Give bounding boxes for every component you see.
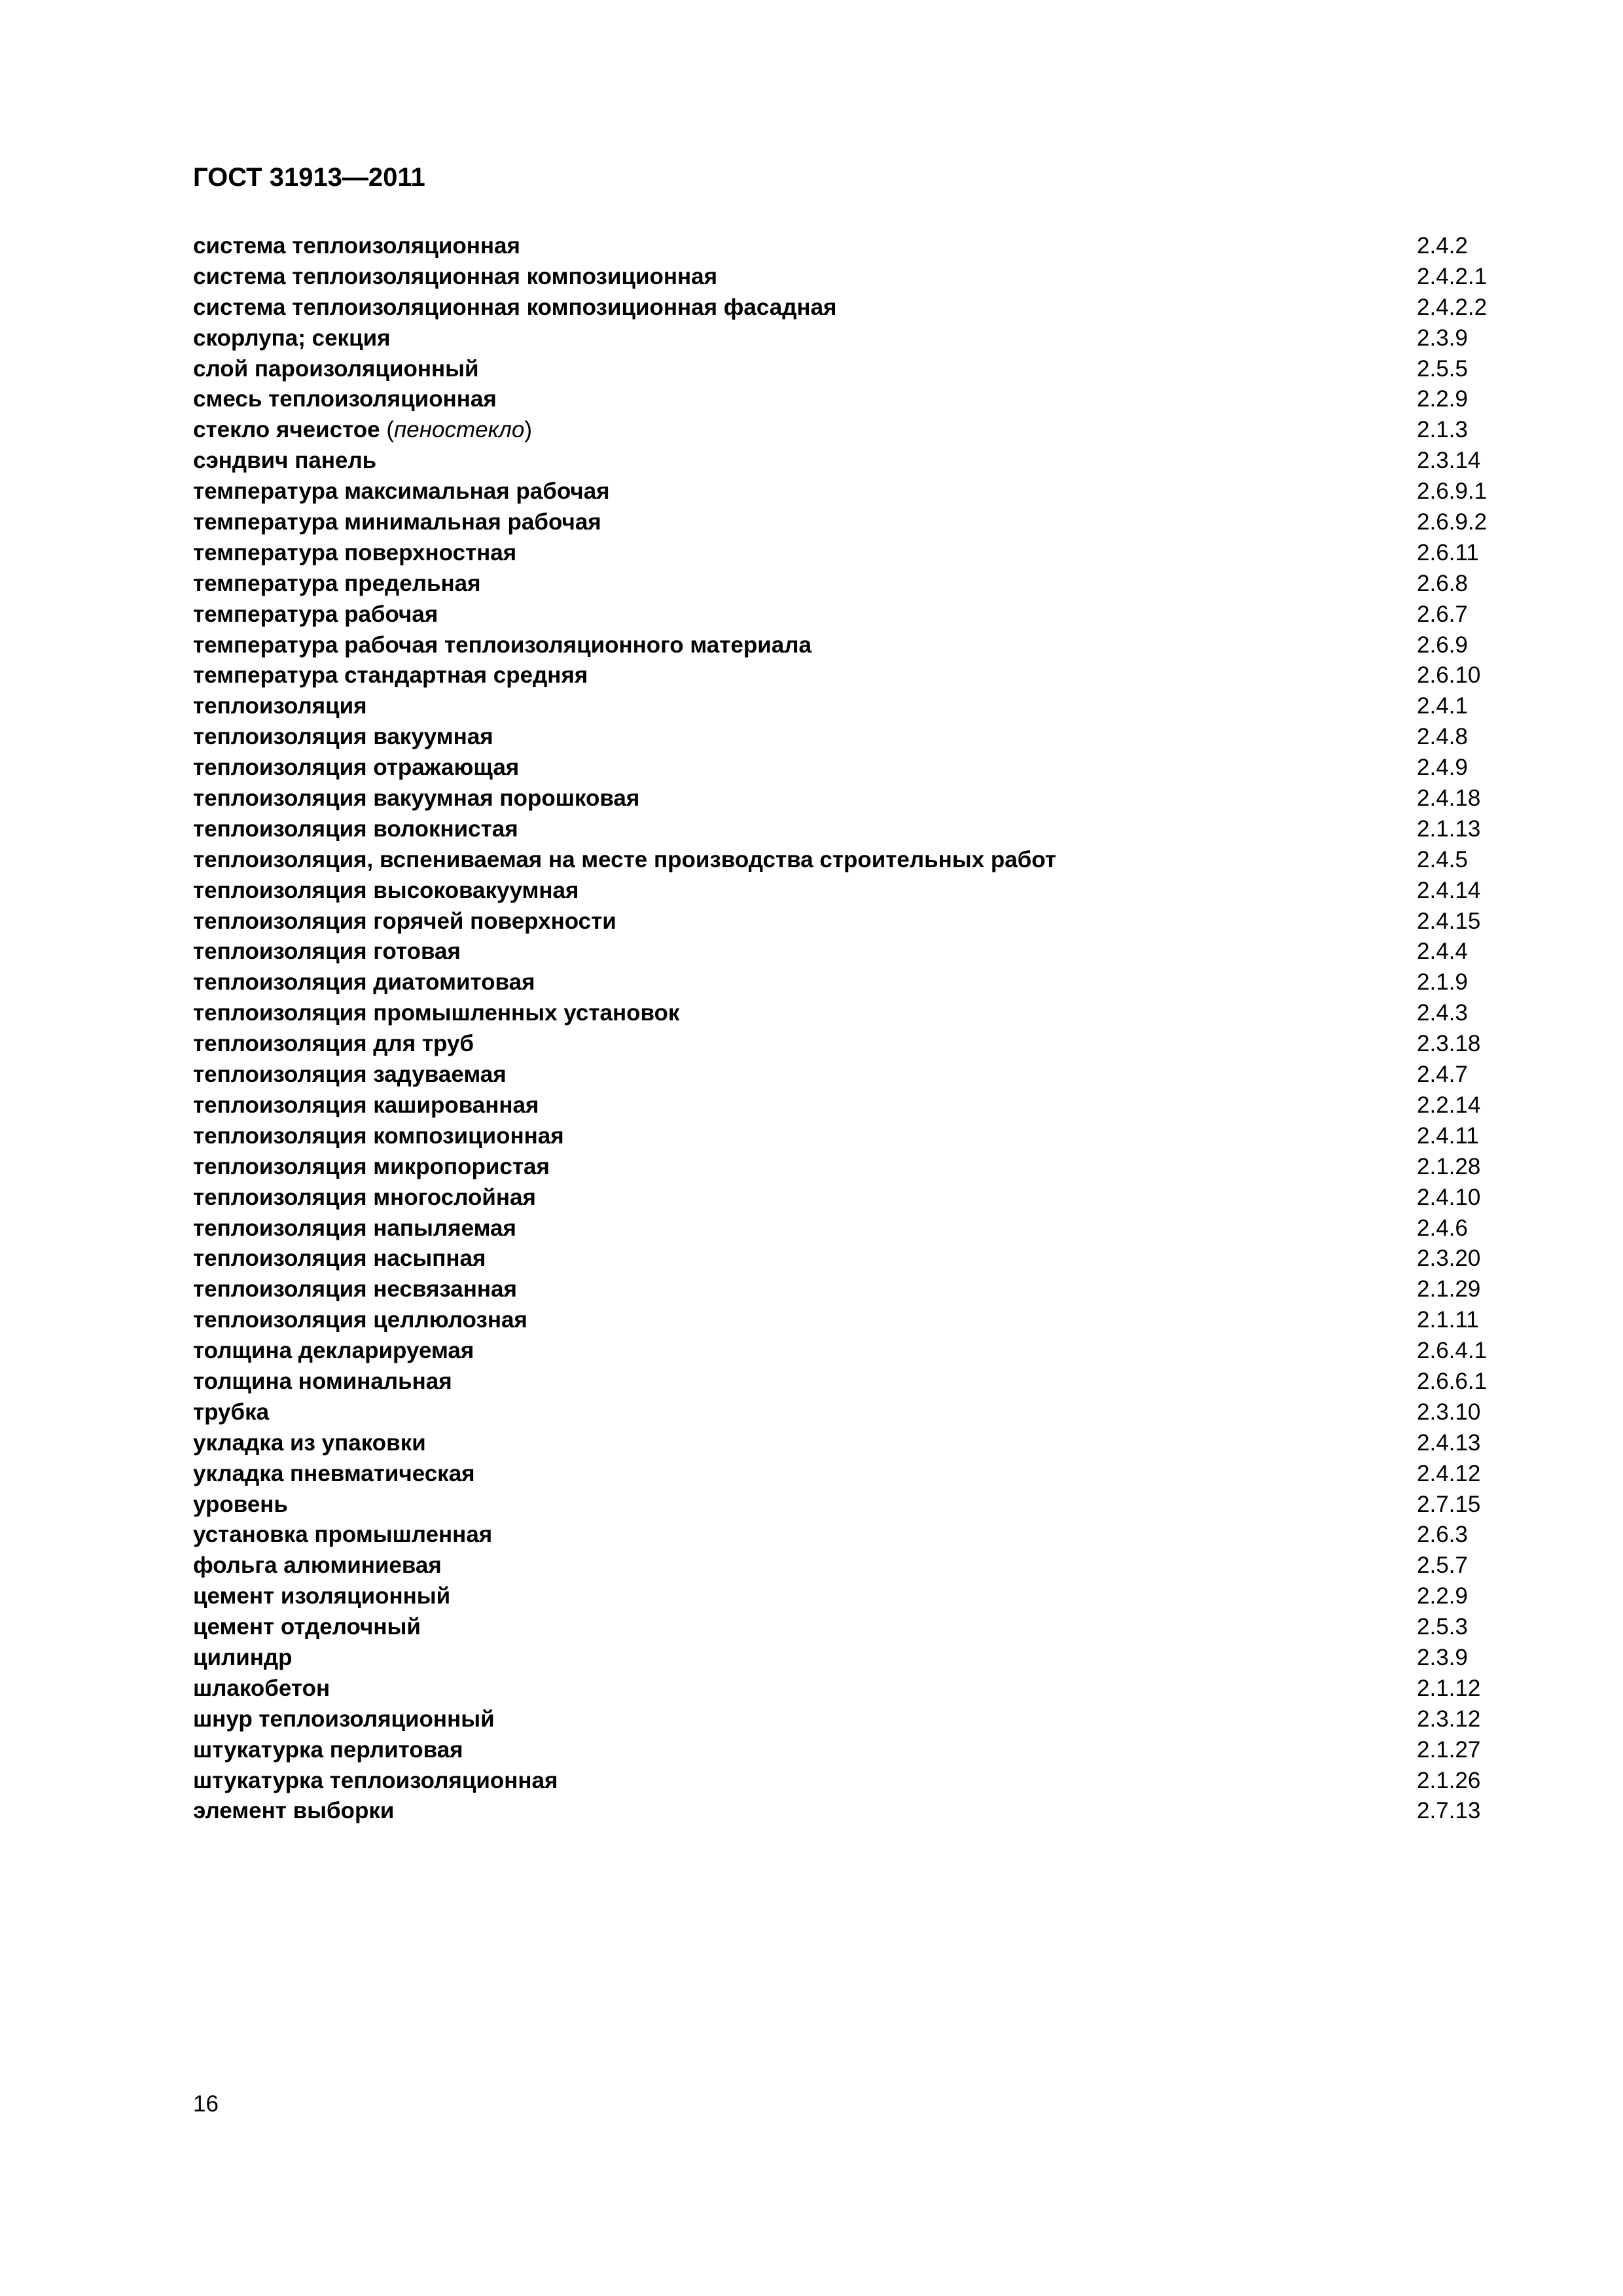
index-term: система теплоизоляционная композиционная фасадная [193, 294, 837, 320]
index-term: теплоизоляция микропористая [193, 1153, 550, 1179]
index-entry [193, 1581, 1502, 1612]
index-ref: 2.6.9.1 [1417, 478, 1488, 505]
document-code: ГОСТ 31913—2011 [193, 163, 425, 192]
index-ref: 2.6.10 [1417, 662, 1481, 689]
index-entry [193, 1397, 1502, 1428]
index-entry [193, 476, 1502, 507]
index-term: штукатурка перлитовая [193, 1736, 463, 1763]
index-entry [193, 1735, 1502, 1766]
index-term: теплоизоляция промышленных установок [193, 1000, 680, 1026]
index-term: цемент отделочный [193, 1614, 421, 1640]
index-entry [193, 1090, 1502, 1121]
index-entry [193, 845, 1502, 876]
index-term: цемент изоляционный [193, 1583, 451, 1609]
index-term: толщина номинальная [193, 1368, 452, 1394]
index-entry [193, 1643, 1502, 1674]
index-entry [193, 1029, 1502, 1060]
index-entry [193, 1612, 1502, 1643]
index-ref: 2.5.5 [1417, 355, 1468, 382]
index-term: стекло ячеистое [193, 417, 380, 443]
index-entry [193, 814, 1502, 845]
index-entry [193, 293, 1502, 323]
index-entry [193, 783, 1502, 814]
index-term: теплоизоляция вакуумная [193, 724, 493, 750]
index-entry [193, 1152, 1502, 1183]
index-ref: 2.4.1 [1417, 693, 1468, 719]
index-entry [193, 384, 1502, 415]
index-term: температура рабочая [193, 601, 438, 627]
index-entry [193, 1674, 1502, 1704]
index-term: теплоизоляция отражающая [193, 755, 520, 781]
index-term-note: (пеностекло) [380, 417, 532, 443]
index-entry [193, 876, 1502, 906]
index-ref: 2.4.12 [1417, 1460, 1481, 1486]
index-term: система теплоизоляционная композиционная [193, 263, 718, 289]
index-ref: 2.4.5 [1417, 846, 1468, 872]
index-ref: 2.1.26 [1417, 1767, 1481, 1793]
term-index-list [193, 231, 1502, 1827]
index-term: температура минимальная рабочая [193, 509, 601, 535]
index-entry [193, 660, 1502, 691]
index-ref: 2.1.3 [1417, 417, 1468, 443]
index-term: теплоизоляция готовая [193, 939, 461, 965]
index-entry [193, 1428, 1502, 1459]
index-entry [193, 1305, 1502, 1336]
index-entry [193, 1459, 1502, 1490]
index-entry [193, 1121, 1502, 1152]
index-term: элемент выборки [193, 1798, 395, 1824]
index-ref: 2.3.10 [1417, 1399, 1481, 1425]
index-entry [193, 1367, 1502, 1397]
index-ref: 2.3.12 [1417, 1706, 1481, 1732]
index-term: теплоизоляция горячей поверхности [193, 908, 616, 934]
index-entry [193, 691, 1502, 722]
index-ref: 2.3.9 [1417, 325, 1468, 351]
index-entry [193, 600, 1502, 630]
index-term: укладка пневматическая [193, 1460, 475, 1486]
index-term: температура рабочая теплоизоляционного материала [193, 632, 812, 658]
index-ref: 2.3.18 [1417, 1031, 1481, 1057]
index-term: теплоизоляция многослойная [193, 1184, 536, 1210]
index-ref: 2.5.3 [1417, 1614, 1468, 1640]
index-ref: 2.4.15 [1417, 908, 1481, 934]
index-ref: 2.2.9 [1417, 386, 1468, 412]
index-ref: 2.4.7 [1417, 1062, 1468, 1088]
index-entry [193, 1766, 1502, 1797]
index-ref: 2.7.15 [1417, 1491, 1481, 1517]
index-term: теплоизоляция целлюлозная [193, 1307, 527, 1333]
index-ref: 2.6.11 [1417, 539, 1479, 565]
index-entry [193, 753, 1502, 783]
index-term: теплоизоляция диатомитовая [193, 969, 535, 996]
index-entry [193, 998, 1502, 1029]
index-ref: 2.4.8 [1417, 724, 1468, 750]
index-entry [193, 1244, 1502, 1274]
index-ref: 2.4.2.2 [1417, 294, 1488, 320]
index-ref: 2.1.12 [1417, 1675, 1481, 1701]
index-term: теплоизоляция композиционная [193, 1122, 564, 1149]
index-term: температура предельная [193, 570, 481, 596]
index-entry [193, 446, 1502, 476]
index-entry [193, 630, 1502, 661]
index-entry [193, 1796, 1502, 1827]
index-entry [193, 1274, 1502, 1305]
index-ref: 2.3.20 [1417, 1246, 1481, 1272]
index-ref: 2.4.2.1 [1417, 263, 1488, 289]
index-ref: 2.4.3 [1417, 1000, 1468, 1026]
index-entry [193, 1520, 1502, 1551]
index-ref: 2.6.3 [1417, 1522, 1468, 1548]
index-ref: 2.4.4 [1417, 939, 1468, 965]
index-ref: 2.4.2 [1417, 233, 1468, 259]
index-entry [193, 1336, 1502, 1367]
index-entry [193, 569, 1502, 600]
index-ref: 2.7.13 [1417, 1798, 1481, 1824]
index-ref: 2.4.9 [1417, 755, 1468, 781]
index-term: температура поверхностная [193, 539, 517, 565]
index-term: теплоизоляция насыпная [193, 1246, 486, 1272]
index-entry [193, 1183, 1502, 1213]
index-term: уровень [193, 1491, 288, 1517]
index-entry [193, 354, 1502, 385]
index-term: система теплоизоляционная [193, 233, 520, 259]
index-entry [193, 1704, 1502, 1735]
index-term: температура максимальная рабочая [193, 478, 610, 505]
index-ref: 2.4.11 [1417, 1122, 1479, 1149]
index-term: теплоизоляция вакуумная порошковая [193, 785, 640, 812]
index-entry [193, 722, 1502, 753]
index-ref: 2.3.14 [1417, 448, 1481, 474]
index-term: теплоизоляция кашированная [193, 1092, 539, 1118]
index-entry [193, 323, 1502, 354]
index-term: теплоизоляция несвязанная [193, 1276, 517, 1302]
index-entry [193, 1213, 1502, 1244]
index-ref: 2.6.4.1 [1417, 1338, 1488, 1364]
index-term: шлакобетон [193, 1675, 330, 1701]
index-ref: 2.6.9 [1417, 632, 1468, 658]
index-term: теплоизоляция [193, 693, 367, 719]
index-term: фольга алюминиевая [193, 1552, 442, 1579]
index-ref: 2.1.29 [1417, 1276, 1481, 1302]
index-term: шнур теплоизоляционный [193, 1706, 495, 1732]
index-entry [193, 262, 1502, 293]
index-entry [193, 538, 1502, 569]
index-term: толщина декларируемая [193, 1338, 474, 1364]
page-number: 16 [193, 2091, 219, 2117]
index-entry [193, 1551, 1502, 1581]
index-entry [193, 507, 1502, 538]
index-ref: 2.6.9.2 [1417, 509, 1488, 535]
index-ref: 2.1.28 [1417, 1153, 1481, 1179]
index-ref: 2.1.27 [1417, 1736, 1481, 1763]
index-entry [193, 231, 1502, 262]
index-term: теплоизоляция, вспениваемая на месте производства строительных работ [193, 846, 1056, 872]
index-term: теплоизоляция для труб [193, 1031, 474, 1057]
index-term: теплоизоляция волокнистая [193, 816, 518, 842]
index-term: цилиндр [193, 1644, 293, 1670]
index-term: смесь теплоизоляционная [193, 386, 497, 412]
index-ref: 2.6.7 [1417, 601, 1468, 627]
index-ref: 2.4.13 [1417, 1429, 1481, 1456]
index-term: температура стандартная средняя [193, 662, 588, 689]
index-entry [193, 1060, 1502, 1090]
index-term: трубка [193, 1399, 270, 1425]
index-entry [193, 937, 1502, 967]
index-ref: 2.6.8 [1417, 570, 1468, 596]
index-ref: 2.2.9 [1417, 1583, 1468, 1609]
index-term-note-text: пеностекло [394, 417, 525, 443]
index-ref: 2.1.13 [1417, 816, 1481, 842]
index-ref: 2.4.6 [1417, 1215, 1468, 1241]
index-ref: 2.4.18 [1417, 785, 1481, 812]
index-ref: 2.4.14 [1417, 877, 1481, 903]
index-entry [193, 415, 1502, 446]
index-term: штукатурка теплоизоляционная [193, 1767, 558, 1793]
index-ref: 2.5.7 [1417, 1552, 1468, 1579]
index-entry [193, 967, 1502, 998]
index-term: теплоизоляция задуваемая [193, 1062, 507, 1088]
index-ref: 2.1.11 [1417, 1307, 1479, 1333]
index-ref: 2.4.10 [1417, 1184, 1481, 1210]
index-term: теплоизоляция высоковакуумная [193, 877, 579, 903]
index-entry [193, 906, 1502, 937]
index-ref: 2.3.9 [1417, 1644, 1468, 1670]
index-term: теплоизоляция напыляемая [193, 1215, 516, 1241]
index-term: установка промышленная [193, 1522, 493, 1548]
index-ref: 2.2.14 [1417, 1092, 1481, 1118]
index-term: слой пароизоляционный [193, 355, 479, 382]
index-term: укладка из упаковки [193, 1429, 426, 1456]
index-term: сэндвич панель [193, 448, 377, 474]
index-term: скорлупа; секция [193, 325, 391, 351]
index-ref: 2.6.6.1 [1417, 1368, 1488, 1394]
index-entry [193, 1490, 1502, 1520]
index-ref: 2.1.9 [1417, 969, 1468, 996]
